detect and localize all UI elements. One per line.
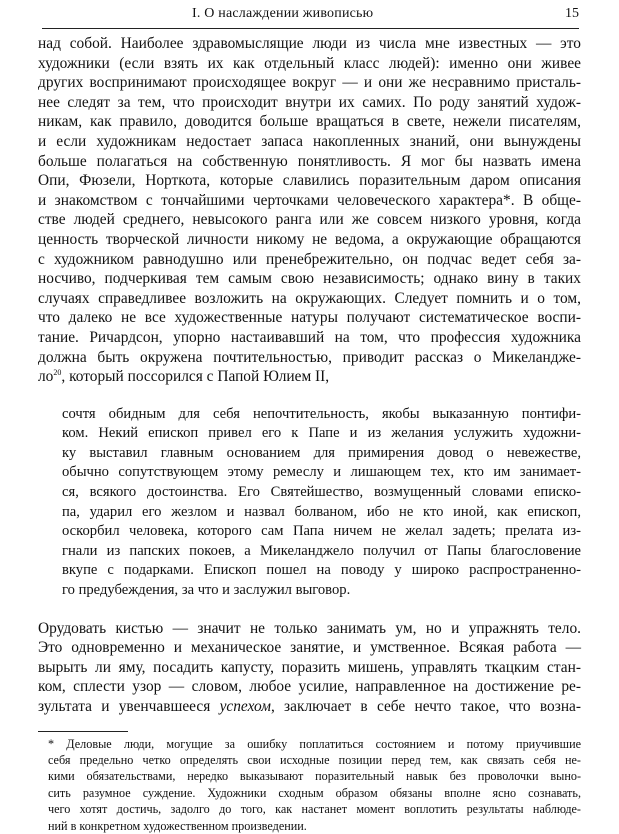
footnote-line: чего хотят достичь, задолго до того, как настанет момент воплотить результаты наблюде- (48, 802, 581, 817)
quote-line: оскорбил человека, которого сам Папа ничем не желал задеть; прелата из- (62, 523, 581, 540)
footnote-line: ний в конкретном художественном произведении. (48, 818, 307, 833)
text-fragment: , который поссорился с Папой Юлием II, (61, 368, 330, 386)
running-head (42, 6, 579, 29)
text-line (38, 367, 581, 387)
text-fragment: , заключает в себе нечто такое, что возна- (270, 698, 582, 715)
text-line: и знакомством с тончайшими черточками человеческого характера*. В обще- (38, 191, 581, 209)
text-fragment: ло (38, 368, 54, 386)
text-line: других воспринимают происходящее вокруг — и они же несравнимо присталь- (38, 74, 581, 92)
footnote (48, 736, 581, 834)
text-line: случаях справедливее возложить на окружающих. Следует помнить и о том, (38, 289, 581, 307)
quote-line: ку выставил главным основанием для примирения довод о невежестве, (62, 444, 581, 461)
quote-line: обычно сопутствующем этому ремеслу и лишающем тех, кто им занимает- (62, 464, 581, 481)
text-line: никам, как правило, доводится больше вращаться в свете, нежели писателям, (38, 113, 581, 131)
text-line: носчиво, подчеркивая тем самым свою независимость; однако вину в таких (38, 270, 581, 288)
endnote-marker: 20 (53, 367, 62, 377)
paragraph-2 (38, 619, 581, 717)
emphasis: успехом (219, 698, 271, 715)
text-line: над собой. Наиболее здравомыслящие люди из числа мне известных — это (38, 35, 581, 52)
paragraph-1 (38, 34, 581, 387)
quote-line: гнали из папских покоев, а Микеланджело получил от Папы благословение (62, 542, 581, 559)
block-quote (62, 405, 581, 601)
text-line: Орудовать кистью — значит не только занимать ум, но и упражнять тело. (38, 619, 581, 637)
footnote-line: себя предельно четко определять свои исходные позиции перед тем, как связать себя не- (48, 753, 581, 767)
text-line: что далеко не все художественные натуры получают систематическое воспи- (38, 309, 581, 327)
text-line (38, 697, 581, 717)
text-line: ком, сплести узор — словом, любое усилие, направленное на достижение ре- (38, 678, 581, 696)
text-line: вырыть ли яму, посадить капусту, поразить мишень, управлять ткацким стан- (38, 658, 581, 676)
page-number: 15 (565, 6, 579, 21)
quote-line: вкупе с подарками. Епископ пошел на поводу у широко распространенно- (62, 562, 581, 579)
footnote-rule (38, 731, 128, 732)
text-line: Опи, Фюзели, Норткота, которые славились поразительным даром описания (38, 172, 581, 190)
text-line: и если художникам недостает запаса накопленных знаний, они вынуждены (38, 132, 581, 150)
text-line: должна быть окружена почтительностью, приводит рассказ о Микеландже- (38, 348, 581, 366)
quote-line: сочтя обидным для себя непочтительность, якобы выказанную понтифи- (62, 405, 581, 422)
text-line: больше полагаться на собственную понятливость. Я мог бы назвать имена (38, 152, 581, 170)
footnote-line: сить разумное суждение. Художники сходным образом обязаны вполне ясно сознавать, (48, 785, 581, 800)
text-line: тание. Ричардсон, упорно настаивавший на том, что профессия художника (38, 328, 581, 346)
text-line: стве людей среднего, невысокого ранга или же совсем низкого уровня, когда (38, 211, 581, 229)
footnote-line: * Деловые люди, могущие за ошибку поплатиться состоянием и потому приучившие (48, 736, 581, 751)
text-fragment: зультата и увенчавшееся (38, 698, 220, 715)
page-body (38, 34, 581, 834)
chapter-title: I. О наслаждении живописью (192, 6, 374, 21)
quote-line: ком. Некий епископ привел его к Папе и из желания услужить художни- (62, 425, 581, 442)
footnote-line: кими обязательствами, нередко выказывают поразительный навык без проволочки выно- (48, 769, 581, 784)
text-line: Это одновременно и механическое занятие, и умственное. Всякая работа — (38, 639, 581, 657)
quote-line: ся, всякого достоинства. Его Святейшество, возмущенный словами еписко- (62, 484, 581, 501)
text-line: нее следят за тем, что происходит внутри их самих. По роду занятий худож- (38, 93, 581, 111)
text-line: художники (если взять их как отдельный класс людей): именно они живее (38, 54, 581, 72)
quote-line: го предубеждения, за что и заслужил выговор. (62, 582, 351, 599)
text-line: с художником равнодушно или пренебрежительно, он подчас ведет себя за- (38, 250, 581, 268)
text-line: ценность творческой личности никому не ведома, а окружающие обращаются (38, 230, 581, 248)
quote-line: па, ударил его жезлом и назвал болваном, ибо не кто иной, как епископ, (62, 503, 581, 520)
